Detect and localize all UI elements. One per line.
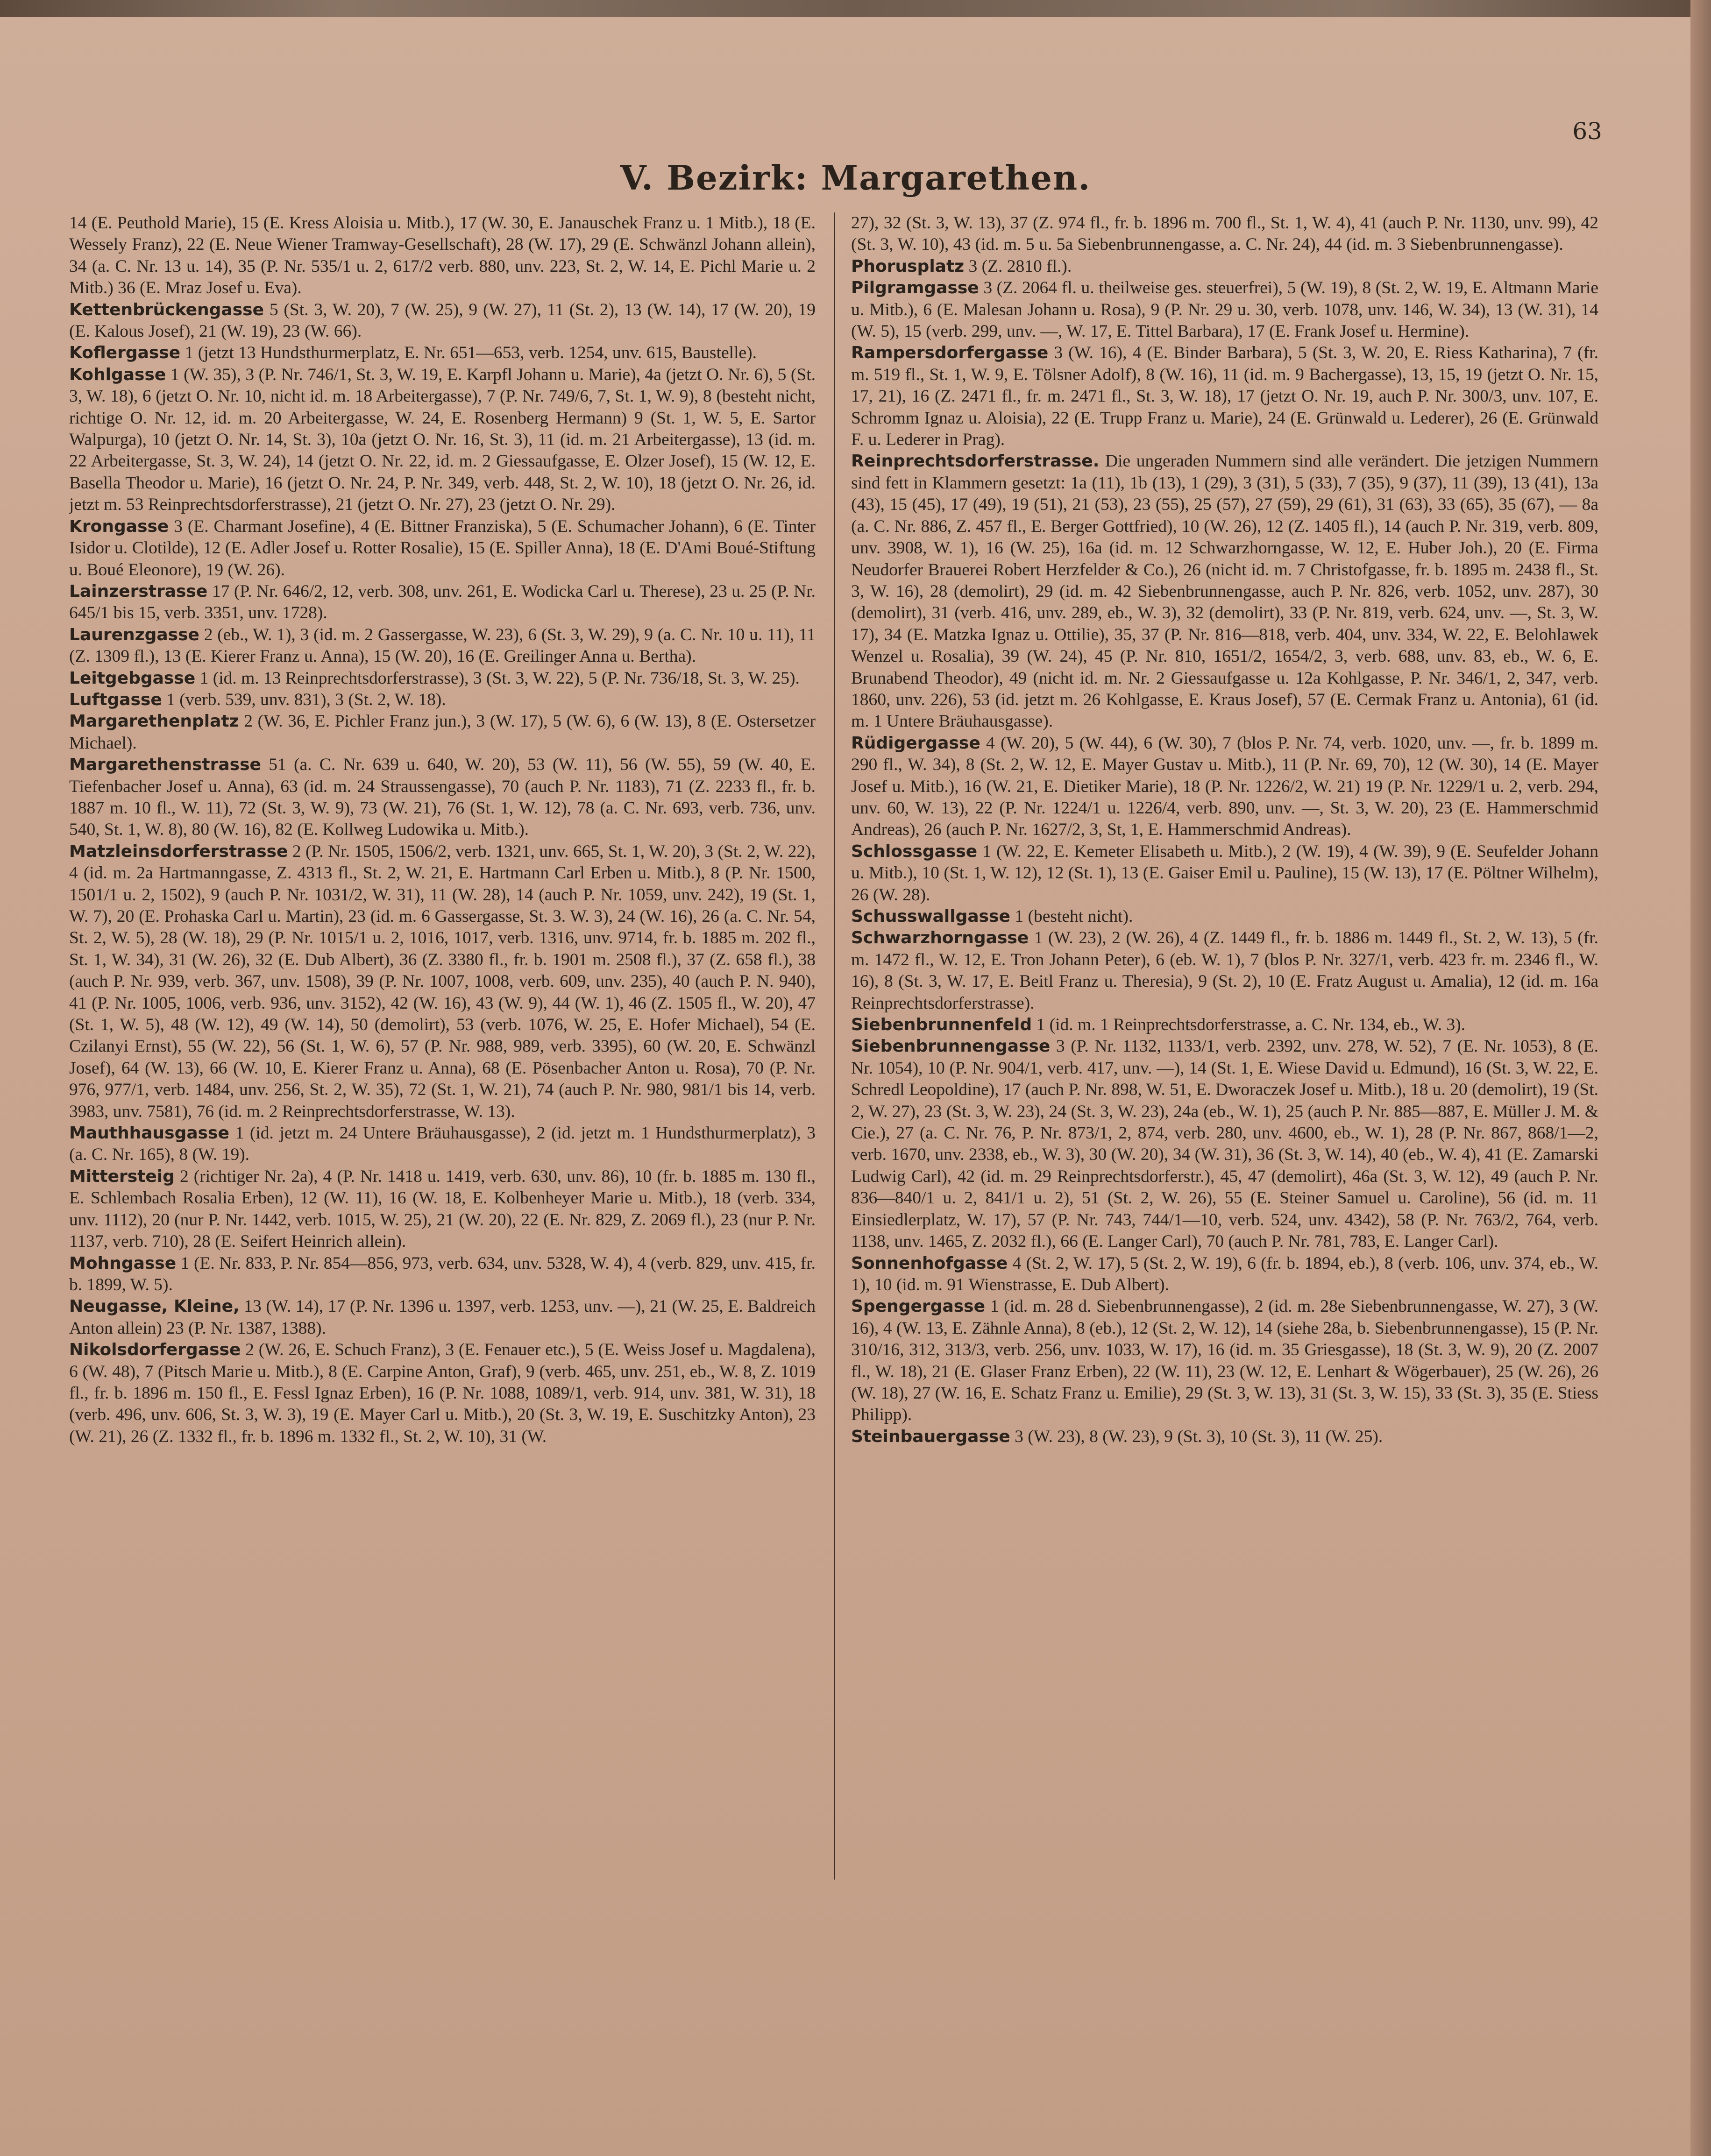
street-details: 2 (P. Nr. 1505, 1506/2, verb. 1321, unv. 665, St. 1, W. 20), 3 (St. 2, W. 22), 4 (id. m. 2a Hartmanngasse, Z. 4313 fl., St. 2, W. 21, E. Hartmann Carl Erben u. Mitb.), 8 (P. Nr. 1500, 1501/1 u. 2, 1502), 9 (auch P. Nr. 1031/2, W. 31), 11 (W. 28), 14 (auch P. Nr. 1059, unv. 242), 19 (St. 1, W. 7), 20 (E. Prohaska Carl u. Martin), 23 (id. m. 6 Gassergasse, St. 3. W. 3), 24 (W. 16), 26 (a. C. Nr. 54, St. 2, W. 5), 28 (W. 18), 29 (P. Nr. 1015/1 u. 2, 1016, 1017, verb. 1316, unv. 9714, fr. b. 1885 m. 202 fl., St. 1, W. 34), 31 (W. 26), 32 (E. Dub Albert), 36 (Z. 3380 fl., fr. b. 1901 m. 2508 fl.), 37 (Z. 658 fl.), 38 (auch P. Nr. 939, verb. 367, unv. 1508), 39 (P. Nr. 1007, 1008, verb. 609, unv. 235), 40 (auch P. N. 940), 41 (P. Nr. 1005, 1006, verb. 936, unv. 3152), 42 (W. 16), 43 (W. 9), 44 (W. 1), 46 (Z. 1505 fl., W. 20), 47 (St. 1, W. 5), 48 (W. 12), 49 (W. 14), 50 (demolirt), 53 (verb. 1076, W. 25, E. Hofer Michael), 54 (E. Czilanyi Ernst), 55 (W. 22), 56 (St. 1, W. 6), 57 (P. Nr. 988, 989, verb. 3395), 60 (W. 20, E. Schwänzl Josef), 64 (W. 13), 66 (W. 10, E. Kierer Franz u. Anna), 68 (E. Pösenbacher Anton u. Rosa), 70 (P. Nr. 976, 977/1, verb. 1484, unv. 256, St. 2, W. 35), 72 (St. 1, W. 21), 74 (auch P. Nr. 980, 981/1 bis 14, verb. 3983, unv. 7581), 76 (id. m. 2 Reinprechtsdorferstrasse, W. 13).	[69, 841, 816, 1121]
street-name: Spengergasse	[851, 1297, 986, 1316]
street-details: 13 (W. 14), 17 (P. Nr. 1396 u. 1397, verb. 1253, unv. —), 21 (W. 25, E. Baldreich Anton allein) 23 (P. Nr. 1387, 1388).	[69, 1297, 816, 1338]
street-details: 2 (W. 26, E. Schuch Franz), 3 (E. Fenauer etc.), 5 (E. Weiss Josef u. Magdalena), 6 (W. 48), 7 (Pitsch Marie u. Mitb.), 8 (E. Carpine Anton, Graf), 9 (verb. 465, unv. 251, eb., W. 8, Z. 1019 fl., fr. b. 1896 m. 150 fl., E. Fessl Ignaz Erben), 16 (P. Nr. 1088, 1089/1, verb. 914, unv. 381, W. 31), 18 (verb. 496, unv. 606, St. 3, W. 3), 19 (E. Mayer Carl u. Mitb.), 20 (St. 3, W. 19, E. Suschitzky Anton), 23 (W. 21), 26 (Z. 1332 fl., fr. b. 1896 m. 1332 fl., St. 2, W. 10), 31 (W.	[69, 1340, 816, 1446]
street-details: 1 (jetzt 13 Hundsthurmerplatz, E. Nr. 651—653, verb. 1254, unv. 615, Baustelle).	[180, 343, 757, 363]
street-entry	[69, 516, 816, 581]
street-entry	[851, 1296, 1598, 1426]
street-name: Matzleinsdorferstrasse	[69, 841, 288, 861]
street-details: 3 (E. Charmant Josefine), 4 (E. Bittner Franziska), 5 (E. Schumacher Johann), 6 (E. Tinter Isidor u. Clotilde), 12 (E. Adler Josef u. Rotter Rosalie), 15 (E. Spiller Anna), 18 (E. D'Ami Boué-Stiftung u. Boué Eleonore), 19 (W. 26).	[69, 516, 816, 580]
street-name: Krongasse	[69, 516, 169, 536]
street-name: Neugasse, Kleine,	[69, 1297, 240, 1316]
street-name: Lainzerstrasse	[69, 581, 208, 601]
street-entry	[69, 711, 816, 754]
street-name: Phorusplatz	[851, 256, 965, 276]
street-entry	[851, 256, 1598, 277]
street-details: 5 (St. 3, W. 20), 7 (W. 25), 9 (W. 27), 11 (St. 2), 13 (W. 14), 17 (W. 20), 19 (E. Kalous Josef), 21 (W. 19), 23 (W. 66).	[69, 300, 816, 341]
street-name: Margarethenplatz	[69, 712, 239, 731]
street-details: 1 (W. 35), 3 (P. Nr. 746/1, St. 3, W. 19, E. Karpfl Johann u. Marie), 4a (jetzt O. Nr. 6), 5 (St. 3, W. 18), 6 (jetzt O. Nr. 10, nicht id. m. 18 Arbeitergasse), 7 (P. Nr. 749/6, 7, St. 1, W. 9), 8 (besteht nicht, richtige O. Nr. 12, id. m. 20 Arbeitergasse, W. 24, E. Rosenberg Hermann) 9 (St. 1, W. 5, E. Sartor Walpurga), 10 (jetzt O. Nr. 14, St. 3), 10a (jetzt O. Nr. 16, St. 3), 11 (id. m. 21 Arbeitergasse), 13 (id. m. 22 Arbeitergasse, St. 3, W. 24), 14 (jetzt O. Nr. 22, id. m. 2 Giessaufgasse, E. Olzer Josef), 15 (W. 12, E. Basella Theodor u. Marie), 16 (jetzt O. Nr. 24, P. Nr. 349, verb. 448, St. 2, W. 10), 18 (jetzt O. Nr. 26, id. jetzt m. 53 Reinprechtsdorferstrasse), 21 (jetzt O. Nr. 27), 23 (jetzt O. Nr. 29).	[69, 365, 816, 515]
page-right-edge	[1690, 0, 1711, 2156]
street-details: 27), 32 (St. 3, W. 13), 37 (Z. 974 fl., fr. b. 1896 m. 700 fl., St. 1, W. 4), 41 (auch P. Nr. 1130, unv. 99), 42 (St. 3, W. 10), 43 (id. m. 5 u. 5a Siebenbrunnengasse, a. C. Nr. 24), 44 (id. m. 3 Siebenbrunnengasse).	[851, 213, 1598, 254]
left-column	[69, 212, 816, 2080]
street-name: Kettenbrückengasse	[69, 300, 264, 319]
street-entry	[851, 841, 1598, 906]
street-entry	[851, 277, 1598, 342]
street-entry	[851, 927, 1598, 1014]
street-details: 1 (id. jetzt m. 24 Untere Bräuhausgasse), 2 (id. jetzt m. 1 Hundsthurmerplatz), 3 (a. C. Nr. 165), 8 (W. 19).	[69, 1124, 816, 1165]
street-entry	[851, 1036, 1598, 1252]
street-entry	[851, 1014, 1598, 1036]
right-column	[851, 212, 1598, 2080]
street-details: 51 (a. C. Nr. 639 u. 640, W. 20), 53 (W. 11), 56 (W. 55), 59 (W. 40, E. Tiefenbacher Josef u. Anna), 63 (id. m. 24 Straussengasse), 70 (auch P. Nr. 1183), 71 (Z. 2233 fl., fr. b. 1887 m. 10 fl., W. 11), 72 (St. 3, W. 9), 73 (W. 21), 76 (St. 1, W. 12), 78 (a. C. Nr. 693, verb. 736, unv. 540, St. 1, W. 8), 80 (W. 16), 82 (E. Kollweg Ludowika u. Mitb.).	[69, 755, 816, 840]
street-name: Sonnenhofgasse	[851, 1253, 1008, 1273]
street-entry	[851, 451, 1598, 732]
street-name: Schwarzhorngasse	[851, 928, 1029, 948]
street-name: Schusswallgasse	[851, 907, 1010, 926]
street-details: 1 (besteht nicht).	[1010, 907, 1133, 926]
street-details: 14 (E. Peuthold Marie), 15 (E. Kress Aloisia u. Mitb.), 17 (W. 30, E. Janauschek Franz u. 1 Mitb.), 18 (E. Wessely Franz), 22 (E. Neue Wiener Tramway-Gesellschaft), 28 (W. 17), 29 (E. Schwänzl Johann allein), 34 (a. C. Nr. 13 u. 14), 35 (P. Nr. 535/1 u. 2, 617/2 verb. 880, unv. 223, St. 2, W. 14, E. Pichl Marie u. 2 Mitb.) 36 (E. Mraz Josef u. Eva).	[69, 213, 816, 298]
street-name: Siebenbrunnengasse	[851, 1037, 1051, 1056]
street-entry	[69, 212, 816, 299]
street-entry	[69, 581, 816, 624]
page-top-edge	[0, 0, 1711, 17]
street-details: 1 (id. m. 13 Reinprechtsdorferstrasse), 3 (St. 3, W. 22), 5 (P. Nr. 736/18, St. 3, W. 25).	[195, 668, 800, 688]
street-details: 1 (E. Nr. 833, P. Nr. 854—856, 973, verb. 634, unv. 5328, W. 4), 4 (verb. 829, unv. 415, fr. b. 1899, W. 5).	[69, 1253, 816, 1294]
street-entry	[851, 733, 1598, 841]
street-name: Koflergasse	[69, 343, 181, 363]
street-entry	[69, 364, 816, 516]
street-details: 1 (id. m. 28 d. Siebenbrunnengasse), 2 (id. m. 28e Siebenbrunnengasse, W. 27), 3 (W. 16), 4 (W. 13, E. Zähnle Anna), 8 (eb.), 12 (St. 2, W. 12), 14 (siehe 28a, b. Siebenbrunnengasse), 15 (P. Nr. 310/16, 312, 313/3, verb. 256, unv. 1033, W. 17), 16 (id. m. 35 Griesgasse), 18 (St. 3, W. 9), 20 (Z. 2007 fl., W. 18), 21 (E. Glaser Franz Erben), 22 (W. 11), 23 (W. 12, E. Lenhart & Wögerbauer), 25 (W. 26), 26 (W. 18), 27 (W. 16, E. Schatz Franz u. Emilie), 29 (St. 3, W. 13), 31 (St. 3, W. 15), 33 (St. 3), 35 (E. Stiess Philipp).	[851, 1297, 1598, 1425]
street-name: Margarethenstrasse	[69, 755, 261, 775]
street-name: Pilgramgasse	[851, 278, 979, 298]
street-entry	[69, 1166, 816, 1253]
page-title: V. Bezirk: Margarethen.	[620, 158, 1091, 198]
street-name: Nikolsdorfergasse	[69, 1340, 241, 1360]
street-name: Reinprechtsdorferstrasse.	[851, 452, 1100, 471]
street-entry	[69, 668, 816, 689]
street-entry	[851, 906, 1598, 927]
street-entry	[851, 1426, 1598, 1448]
street-entry	[69, 624, 816, 668]
street-name: Laurenzgasse	[69, 625, 199, 644]
street-details: 17 (P. Nr. 646/2, 12, verb. 308, unv. 261, E. Wodicka Carl u. Therese), 23 u. 25 (P. Nr. 645/1 bis 15, verb. 3351, unv. 1728).	[69, 581, 816, 623]
street-details: 3 (Z. 2064 fl. u. theilweise ges. steuerfrei), 5 (W. 19), 8 (St. 2, W. 19, E. Altmann Marie u. Mitb.), 6 (E. Malesan Johann u. Rosa), 9 (P. Nr. 29 u. 30, verb. 1078, unv. 146, W. 34), 13 (W. 31), 14 (W. 5), 15 (verb. 299, unv. —, W. 17, E. Tittel Barbara), 17 (E. Frank Josef u. Hermine).	[851, 278, 1598, 341]
street-entry	[851, 1253, 1598, 1296]
street-name: Kohlgasse	[69, 365, 166, 384]
street-entry	[69, 299, 816, 343]
street-name: Steinbauergasse	[851, 1427, 1010, 1446]
street-details: 1 (W. 23), 2 (W. 26), 4 (Z. 1449 fl., fr. b. 1886 m. 1449 fl., St. 2, W. 13), 5 (fr. m. 1472 fl., W. 12, E. Tron Johann Peter), 6 (eb. W. 1), 7 (blos P. Nr. 327/1, verb. 423 fr. m. 2346 fl., W. 16), 8 (St. 3, W. 17, E. Beitl Franz u. Theresia), 9 (St. 2), 10 (E. Fratz August u. Amalia), 12 (id. m. 16a Reinprechtsdorferstrasse).	[851, 928, 1598, 1013]
street-name: Mohngasse	[69, 1253, 177, 1273]
street-details: 4 (St. 2, W. 17), 5 (St. 2, W. 19), 6 (fr. b. 1894, eb.), 8 (verb. 106, unv. 374, eb., W. 1), 10 (id. m. 91 Wienstrasse, E. Dub Albert).	[851, 1253, 1598, 1294]
street-name: Mittersteig	[69, 1166, 175, 1186]
street-name: Rüdigergasse	[851, 733, 980, 753]
street-entry	[69, 689, 816, 711]
column-divider	[834, 212, 835, 1880]
page-number: 63	[1572, 118, 1602, 145]
street-name: Siebenbrunnenfeld	[851, 1015, 1032, 1035]
street-entry	[69, 1253, 816, 1296]
street-details: 3 (W. 23), 8 (W. 23), 9 (St. 3), 10 (St. 3), 11 (W. 25).	[1010, 1427, 1383, 1446]
street-entry	[69, 1296, 816, 1339]
street-details: 3 (W. 16), 4 (E. Binder Barbara), 5 (St. 3, W. 20, E. Riess Katharina), 7 (fr. m. 519 fl., St. 1, W. 9, E. Tölsner Adolf), 8 (W. 16), 11 (id. m. 9 Bachergasse), 13, 15, 19 (jetzt O. Nr. 15, 17, 21), 16 (Z. 2471 fl., fr. m. 2471 fl., St. 3, W. 18), 17 (jetzt O. Nr. 19, auch P. Nr. 300/3, unv. 107, E. Schromm Ignaz u. Aloisia), 22 (E. Trupp Franz u. Marie), 24 (E. Grünwald u. Lederer), 26 (E. Grünwald F. u. Lederer in Prag).	[851, 343, 1598, 450]
street-details: Die ungeraden Nummern sind alle verändert. Die jetzigen Nummern sind fett in Klammern gesetzt: 1a (11), 1b (13), 1 (29), 3 (31), 5 (33), 7 (35), 9 (37), 11 (39), 13 (41), 13a (43), 15 (45), 17 (49), 19 (51), 21 (53), 23 (55), 25 (57), 27 (59), 29 (61), 31 (63), 33 (65), 35 (67), — 8a (a. C. Nr. 886, Z. 457 fl., E. Berger Gottfried), 10 (W. 26), 12 (Z. 1405 fl.), 14 (auch P. Nr. 319, verb. 809, unv. 3908, W. 1), 16 (W. 25), 16a (id. m. 12 Schwarzhorngasse, W. 12, E. Huber Joh.), 20 (E. Firma Neudorfer Brauerei Robert Herzfelder & Co.), 26 (nicht id. m. 7 Christofgasse, fr. b. 1895 m. 2438 fl., St. 3, W. 16), 28 (demolirt), 29 (id. m. 42 Siebenbrunnengasse, auch P. Nr. 826, verb. 1052, unv. 287), 30 (demolirt), 31 (verb. 416, unv. 289, eb., W. 3), 32 (demolirt), 33 (P. Nr. 819, verb. 624, unv. —, St. 3, W. 17), 34 (E. Matzka Ignaz u. Ottilie), 35, 37 (P. Nr. 816—818, verb. 404, unv. 334, W. 22, E. Belohlawek Wenzel u. Rosalia), 39 (W. 24), 45 (P. Nr. 810, 1651/2, 1654/2, 3, verb. 688, unv. 83, eb., W. 6, E. Brunabend Theodor), 49 (nicht id. m. Nr. 2 Giessaufgasse u. 12a Kohlgasse, P. Nr. 346/1, 2, 347, verb. 1860, unv. 226), 53 (id. jetzt m. 26 Kohlgasse, E. Kraus Josef), 57 (E. Cermak Franz u. Antonia), 61 (id. m. 1 Untere Bräuhausgasse).	[851, 452, 1598, 731]
street-details: 2 (eb., W. 1), 3 (id. m. 2 Gassergasse, W. 23), 6 (St. 3, W. 29), 9 (a. C. Nr. 10 u. 11), 11 (Z. 1309 fl.), 13 (E. Kierer Franz u. Anna), 15 (W. 20), 16 (E. Greilinger Anna u. Bertha).	[69, 625, 816, 666]
street-entry	[851, 342, 1598, 451]
street-details: 2 (richtiger Nr. 2a), 4 (P. Nr. 1418 u. 1419, verb. 630, unv. 86), 10 (fr. b. 1885 m. 130 fl., E. Schlembach Rosalia Erben), 12 (W. 11), 16 (W. 18, E. Kolbenheyer Marie u. Mitb.), 18 (verb. 334, unv. 1112), 20 (nur P. Nr. 1442, verb. 1015, W. 25), 21 (W. 20), 22 (E. Nr. 829, Z. 2069 fl.), 23 (nur P. Nr. 1137, verb. 710), 28 (E. Seifert Heinrich allein).	[69, 1166, 816, 1251]
street-entry	[69, 1339, 816, 1448]
street-name: Leitgebgasse	[69, 668, 196, 688]
street-name: Luftgasse	[69, 690, 162, 709]
street-entry	[69, 841, 816, 1123]
street-entry	[69, 342, 816, 364]
street-details: 4 (W. 20), 5 (W. 44), 6 (W. 30), 7 (blos P. Nr. 74, verb. 1020, unv. —, fr. b. 1899 m. 290 fl., W. 34), 8 (St. 2, W. 12, E. Mayer Gustav u. Mitb.), 11 (P. Nr. 69, 70), 12 (W. 30), 14 (E. Mayer Josef u. Mitb.), 16 (W. 21, E. Dietiker Marie), 18 (P. Nr. 1226/2, W. 21) 19 (P. Nr. 1229/1 u. 2, verb. 294, unv. 60, W. 13), 22 (P. Nr. 1224/1 u. 1226/4, verb. 890, unv. —, St. 3, W. 20), 23 (E. Hammerschmid Andreas), 26 (auch P. Nr. 1627/2, 3, St, 1, E. Hammerschmid Andreas).	[851, 733, 1598, 840]
street-name: Mauthhausgasse	[69, 1124, 229, 1143]
street-details: 3 (Z. 2810 fl.).	[964, 256, 1072, 276]
street-details: 3 (P. Nr. 1132, 1133/1, verb. 2392, unv. 278, W. 52), 7 (E. Nr. 1053), 8 (E. Nr. 1054), 10 (P. Nr. 904/1, verb. 417, unv. —), 14 (St. 1, E. Wiese David u. Edmund), 16 (St. 3, W. 22, E. Schredl Leopoldine), 17 (auch P. Nr. 898, W. 51, E. Dworaczek Josef u. Mitb.), 18 u. 20 (demolirt), 19 (St. 2, W. 27), 23 (St. 3, W. 23), 24 (St. 3, W. 23), 24a (eb., W. 1), 25 (auch P. Nr. 885—887, E. Müller J. M. & Cie.), 27 (a. C. Nr. 76, P. Nr. 873/1, 2, 874, verb. 280, unv. 4600, eb., W. 1), 28 (P. Nr. 867, 868/1—2, verb. 1670, unv. 2338, eb., W. 3), 30 (W. 20), 34 (W. 31), 36 (St. 3, W. 14), 40 (eb., W. 4), 41 (E. Zamarski Ludwig Carl), 42 (id. m. 29 Reinprechtsdorferstr.), 45, 47 (demolirt), 46a (St. 3, W. 12), 49 (auch P. Nr. 836—840/1 u. 2, 841/1 u. 2), 51 (St. 2, W. 26), 55 (E. Steiner Samuel u. Caroline), 56 (id. m. 11 Einsiedlerplatz, W. 17), 57 (P. Nr. 743, 744/1—10, verb. 524, unv. 4342), 58 (P. Nr. 763/2, 764, verb. 1138, unv. 1465, Z. 2032 fl.), 66 (E. Langer Carl), 70 (auch P. Nr. 781, 783, E. Langer Carl).	[851, 1037, 1598, 1251]
street-details: 1 (id. m. 1 Reinprechtsdorferstrasse, a. C. Nr. 134, eb., W. 3).	[1032, 1015, 1466, 1035]
street-details: 1 (verb. 539, unv. 831), 3 (St. 2, W. 18).	[162, 690, 446, 709]
street-entry	[69, 754, 816, 841]
street-name: Rampersdorfergasse	[851, 343, 1049, 363]
street-entry	[851, 212, 1598, 256]
street-details: 2 (W. 36, E. Pichler Franz jun.), 3 (W. 17), 5 (W. 6), 6 (W. 13), 8 (E. Ostersetzer Michael).	[69, 712, 816, 753]
street-name: Schlossgasse	[851, 841, 978, 861]
street-entry	[69, 1123, 816, 1166]
street-details: 1 (W. 22, E. Kemeter Elisabeth u. Mitb.), 2 (W. 19), 4 (W. 39), 9 (E. Seufelder Johann u. Mitb.), 10 (St. 1, W. 12), 12 (St. 1), 13 (E. Gaiser Emil u. Pauline), 15 (W. 13), 17 (E. Pöltner Wilhelm), 26 (W. 28).	[851, 841, 1598, 905]
